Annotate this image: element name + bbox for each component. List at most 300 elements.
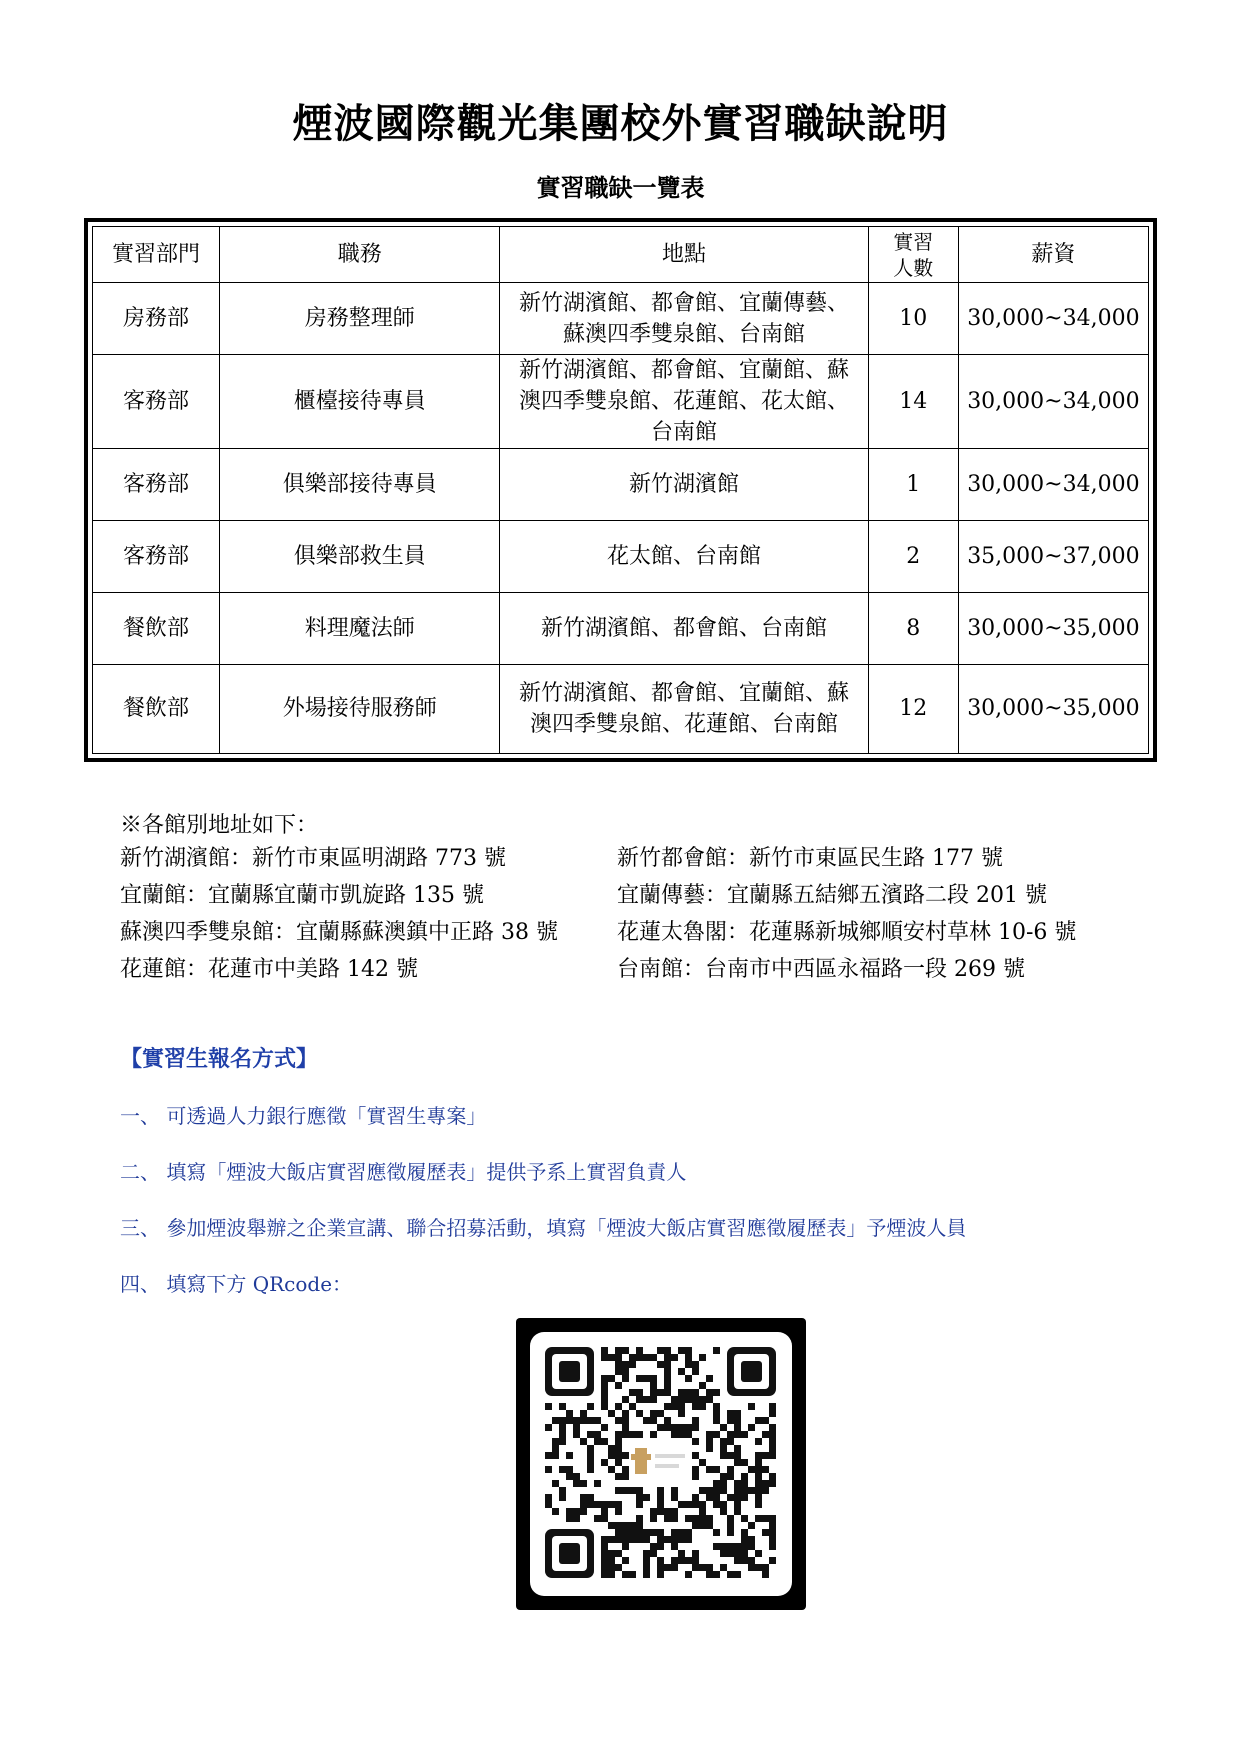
qr-module <box>580 1494 587 1501</box>
qr-module <box>566 1515 573 1522</box>
qr-module <box>566 1410 573 1417</box>
qr-module <box>741 1550 748 1557</box>
qr-module <box>706 1522 713 1529</box>
qr-module <box>699 1382 706 1389</box>
qr-module <box>671 1543 678 1550</box>
apply-step-2: 二、 填寫「煙波大飯店實習應徵履歷表」提供予系上實習負責人 <box>120 1160 687 1184</box>
qr-module <box>741 1543 748 1550</box>
qr-module <box>573 1417 580 1424</box>
qr-module <box>622 1368 629 1375</box>
header-dept: 實習部門 <box>93 227 220 283</box>
qr-module <box>762 1452 769 1459</box>
address-note: ※各館別地址如下： <box>120 813 319 838</box>
qr-module <box>629 1403 636 1410</box>
qr-module <box>622 1557 629 1564</box>
qr-module <box>762 1480 769 1487</box>
qr-module <box>706 1438 713 1445</box>
qr-module <box>664 1515 671 1522</box>
cell-job: 外場接待服務師 <box>220 665 500 754</box>
qr-module <box>622 1452 629 1459</box>
qr-module <box>720 1487 727 1494</box>
qr-module <box>769 1480 776 1487</box>
qr-module <box>615 1529 622 1536</box>
qr-module <box>580 1438 587 1445</box>
qr-module <box>615 1522 622 1529</box>
qr-module <box>692 1466 699 1473</box>
qr-module <box>755 1487 762 1494</box>
qr-module <box>678 1368 685 1375</box>
qr-module <box>629 1529 636 1536</box>
qr-module <box>615 1452 622 1459</box>
qr-module <box>615 1501 622 1508</box>
qr-module <box>734 1452 741 1459</box>
qr-module <box>664 1382 671 1389</box>
qr-module <box>615 1361 622 1368</box>
qr-module <box>643 1375 650 1382</box>
qr-module <box>573 1508 580 1515</box>
qr-module <box>748 1487 755 1494</box>
qr-module <box>762 1571 769 1578</box>
qr-module <box>657 1557 664 1564</box>
qr-module <box>629 1361 636 1368</box>
table-row <box>93 355 1149 449</box>
qr-code-body <box>530 1332 792 1596</box>
qr-module <box>692 1515 699 1522</box>
qr-module <box>657 1487 664 1494</box>
qr-module <box>727 1522 734 1529</box>
qr-module <box>580 1410 587 1417</box>
address-item: 台南館：台南市中西區永福路一段 269 號 <box>617 957 1025 982</box>
qr-module <box>755 1564 762 1571</box>
qr-module <box>650 1389 657 1396</box>
qr-module <box>587 1501 594 1508</box>
qr-module <box>629 1431 636 1438</box>
qr-module <box>608 1522 615 1529</box>
qr-module <box>657 1389 664 1396</box>
qr-module <box>685 1515 692 1522</box>
qr-module <box>727 1410 734 1417</box>
qr-module <box>650 1396 657 1403</box>
qr-logo-mark <box>635 1448 647 1474</box>
qr-module <box>727 1550 734 1557</box>
qr-module <box>762 1515 769 1522</box>
header-count-line2: 人數 <box>893 255 934 280</box>
qr-module <box>671 1557 678 1564</box>
cell-dept: 客務部 <box>93 449 220 521</box>
qr-module <box>692 1389 699 1396</box>
qr-module <box>559 1417 566 1424</box>
address-item: 蘇澳四季雙泉館：宜蘭縣蘇澳鎮中正路 38 號 <box>120 920 558 945</box>
qr-module <box>559 1494 566 1501</box>
qr-module <box>706 1571 713 1578</box>
qr-module <box>629 1536 636 1543</box>
cell-salary: 30,000~34,000 <box>958 355 1148 449</box>
qr-module <box>706 1487 713 1494</box>
qr-module <box>580 1501 587 1508</box>
qr-module <box>608 1564 615 1571</box>
qr-module <box>762 1466 769 1473</box>
qr-module <box>629 1522 636 1529</box>
qr-module <box>748 1536 755 1543</box>
qr-module <box>692 1564 699 1571</box>
qr-module <box>734 1557 741 1564</box>
qr-module <box>622 1487 629 1494</box>
qr-module <box>692 1522 699 1529</box>
qr-module <box>678 1347 685 1354</box>
qr-module <box>664 1347 671 1354</box>
qr-module <box>734 1480 741 1487</box>
cell-salary: 30,000~35,000 <box>958 665 1148 754</box>
qr-module <box>671 1396 678 1403</box>
qr-module <box>636 1431 643 1438</box>
qr-module <box>748 1403 755 1410</box>
qr-module <box>685 1361 692 1368</box>
qr-module <box>657 1564 664 1571</box>
qr-module <box>706 1515 713 1522</box>
qr-module <box>755 1459 762 1466</box>
qr-module <box>622 1571 629 1578</box>
qr-module <box>706 1396 713 1403</box>
qr-module <box>566 1473 573 1480</box>
qr-module <box>727 1431 734 1438</box>
qr-module <box>601 1438 608 1445</box>
qr-module <box>769 1403 776 1410</box>
qr-module <box>643 1529 650 1536</box>
qr-module <box>566 1466 573 1473</box>
qr-module <box>608 1354 615 1361</box>
qr-module <box>552 1417 559 1424</box>
qr-module <box>664 1354 671 1361</box>
qr-module <box>671 1564 678 1571</box>
address-item: 花蓮館：花蓮市中美路 142 號 <box>120 957 418 982</box>
qr-module <box>678 1396 685 1403</box>
qr-module <box>629 1389 636 1396</box>
qr-module <box>699 1501 706 1508</box>
qr-module <box>692 1473 699 1480</box>
qr-module <box>664 1536 671 1543</box>
qr-module <box>741 1459 748 1466</box>
qr-module <box>727 1438 734 1445</box>
qr-module <box>671 1431 678 1438</box>
qr-module <box>657 1501 664 1508</box>
qr-module <box>685 1424 692 1431</box>
qr-module <box>671 1354 678 1361</box>
qr-module <box>727 1473 734 1480</box>
qr-logo-text <box>655 1454 685 1458</box>
qr-module <box>664 1368 671 1375</box>
qr-module <box>657 1424 664 1431</box>
cell-location: 花太館、台南館 <box>500 521 868 593</box>
qr-module <box>748 1424 755 1431</box>
qr-module <box>608 1550 615 1557</box>
qr-module <box>587 1417 594 1424</box>
qr-module <box>566 1452 573 1459</box>
qr-module <box>622 1473 629 1480</box>
qr-module <box>734 1459 741 1466</box>
qr-module <box>650 1417 657 1424</box>
qr-module <box>720 1564 727 1571</box>
qr-module <box>741 1480 748 1487</box>
qr-module <box>713 1480 720 1487</box>
qr-finder-core <box>741 1361 762 1382</box>
cell-dept: 客務部 <box>93 521 220 593</box>
qr-module <box>615 1536 622 1543</box>
qr-module <box>671 1424 678 1431</box>
qr-module <box>587 1445 594 1452</box>
qr-module <box>720 1452 727 1459</box>
qr-module <box>755 1438 762 1445</box>
qr-module <box>545 1403 552 1410</box>
qr-code-icon[interactable] <box>516 1318 806 1610</box>
qr-module <box>580 1480 587 1487</box>
qr-module <box>734 1550 741 1557</box>
qr-module <box>755 1494 762 1501</box>
qr-module <box>692 1452 699 1459</box>
qr-module <box>692 1417 699 1424</box>
qr-module <box>685 1354 692 1361</box>
qr-module <box>552 1452 559 1459</box>
cell-count: 10 <box>868 283 958 355</box>
qr-module <box>685 1536 692 1543</box>
qr-module <box>692 1557 699 1564</box>
qr-module <box>601 1564 608 1571</box>
qr-module <box>650 1382 657 1389</box>
cell-count: 14 <box>868 355 958 449</box>
cell-salary: 35,000~37,000 <box>958 521 1148 593</box>
qr-module <box>664 1417 671 1424</box>
qr-module <box>685 1557 692 1564</box>
qr-module <box>713 1347 720 1354</box>
qr-module <box>664 1403 671 1410</box>
qr-module <box>587 1466 594 1473</box>
qr-module <box>615 1445 622 1452</box>
cell-job: 房務整理師 <box>220 283 500 355</box>
qr-module <box>601 1375 608 1382</box>
qr-module <box>566 1417 573 1424</box>
qr-module <box>636 1529 643 1536</box>
qr-module <box>608 1501 615 1508</box>
qr-module <box>678 1550 685 1557</box>
qr-module <box>573 1480 580 1487</box>
qr-module <box>594 1480 601 1487</box>
qr-module <box>748 1564 755 1571</box>
qr-module <box>615 1459 622 1466</box>
qr-module <box>720 1424 727 1431</box>
qr-module <box>755 1550 762 1557</box>
qr-module <box>636 1410 643 1417</box>
qr-module <box>587 1494 594 1501</box>
qr-module <box>769 1529 776 1536</box>
qr-module <box>755 1501 762 1508</box>
qr-module <box>699 1515 706 1522</box>
qr-module <box>622 1466 629 1473</box>
qr-module <box>671 1403 678 1410</box>
qr-module <box>734 1445 741 1452</box>
cell-count: 2 <box>868 521 958 593</box>
qr-module <box>671 1508 678 1515</box>
header-job: 職務 <box>220 227 500 283</box>
qr-module <box>699 1459 706 1466</box>
qr-module <box>664 1424 671 1431</box>
qr-module <box>678 1424 685 1431</box>
vacancy-table <box>92 226 1149 754</box>
qr-module <box>727 1417 734 1424</box>
qr-module <box>566 1508 573 1515</box>
qr-module <box>601 1515 608 1522</box>
apply-step-3: 三、 參加煙波舉辦之企業宣講、聯合招募活動，填寫「煙波大飯店實習應徵履歷表」予煙波人員 <box>120 1216 967 1240</box>
qr-module <box>657 1410 664 1417</box>
qr-module <box>608 1452 615 1459</box>
qr-module <box>650 1508 657 1515</box>
page-title: 煙波國際觀光集團校外實習職缺說明 <box>292 100 949 147</box>
qr-module <box>657 1494 664 1501</box>
cell-job: 俱樂部接待專員 <box>220 449 500 521</box>
qr-module <box>608 1557 615 1564</box>
qr-module <box>720 1480 727 1487</box>
qr-module <box>769 1431 776 1438</box>
cell-salary: 30,000~35,000 <box>958 593 1148 665</box>
qr-module <box>664 1508 671 1515</box>
qr-module <box>657 1529 664 1536</box>
qr-module <box>769 1438 776 1445</box>
qr-module <box>699 1403 706 1410</box>
qr-module <box>671 1494 678 1501</box>
qr-module <box>636 1487 643 1494</box>
qr-module <box>545 1494 552 1501</box>
qr-module <box>678 1431 685 1438</box>
qr-module <box>650 1543 657 1550</box>
qr-module <box>741 1473 748 1480</box>
qr-module <box>671 1529 678 1536</box>
qr-module <box>657 1347 664 1354</box>
qr-module <box>601 1389 608 1396</box>
qr-module <box>769 1515 776 1522</box>
qr-logo-text <box>655 1464 679 1468</box>
qr-module <box>636 1536 643 1543</box>
qr-module <box>608 1445 615 1452</box>
qr-module <box>762 1417 769 1424</box>
qr-module <box>622 1536 629 1543</box>
qr-module <box>650 1410 657 1417</box>
qr-module <box>622 1375 629 1382</box>
qr-module <box>643 1571 650 1578</box>
cell-job: 櫃檯接待專員 <box>220 355 500 449</box>
cell-dept: 餐飲部 <box>93 593 220 665</box>
header-count-line1: 實習 <box>893 229 934 254</box>
table-row <box>93 665 1149 754</box>
qr-module <box>608 1466 615 1473</box>
qr-module <box>713 1543 720 1550</box>
qr-module <box>643 1417 650 1424</box>
qr-module <box>706 1445 713 1452</box>
cell-count: 12 <box>868 665 958 754</box>
qr-module <box>580 1508 587 1515</box>
qr-module <box>622 1396 629 1403</box>
qr-module <box>741 1494 748 1501</box>
qr-module <box>713 1501 720 1508</box>
cell-salary: 30,000~34,000 <box>958 449 1148 521</box>
qr-module <box>608 1375 615 1382</box>
qr-module <box>636 1396 643 1403</box>
qr-module <box>692 1424 699 1431</box>
qr-module <box>629 1354 636 1361</box>
qr-module <box>755 1480 762 1487</box>
cell-job: 料理魔法師 <box>220 593 500 665</box>
table-row <box>93 521 1149 593</box>
qr-module <box>692 1438 699 1445</box>
qr-module <box>650 1529 657 1536</box>
address-item: 新竹湖濱館：新竹市東區明湖路 773 號 <box>120 846 506 871</box>
qr-module <box>622 1410 629 1417</box>
qr-module <box>622 1431 629 1438</box>
address-item: 宜蘭館：宜蘭縣宜蘭市凱旋路 135 號 <box>120 883 484 908</box>
qr-module <box>573 1515 580 1522</box>
qr-module <box>727 1466 734 1473</box>
qr-module <box>685 1389 692 1396</box>
qr-module <box>713 1571 720 1578</box>
qr-module <box>713 1529 720 1536</box>
qr-module <box>678 1403 685 1410</box>
qr-module <box>678 1501 685 1508</box>
qr-module <box>650 1550 657 1557</box>
qr-module <box>706 1389 713 1396</box>
qr-module <box>573 1431 580 1438</box>
qr-module <box>762 1431 769 1438</box>
qr-module <box>685 1529 692 1536</box>
qr-module <box>615 1368 622 1375</box>
qr-module <box>622 1424 629 1431</box>
qr-module <box>601 1557 608 1564</box>
qr-module <box>734 1487 741 1494</box>
qr-module <box>615 1354 622 1361</box>
table-header-row <box>93 227 1149 283</box>
qr-module <box>692 1403 699 1410</box>
cell-location: 新竹湖濱館、都會館、宜蘭傳藝、蘇澳四季雙泉館、台南館 <box>500 283 868 355</box>
qr-module <box>769 1452 776 1459</box>
qr-module <box>706 1466 713 1473</box>
header-count <box>868 227 958 283</box>
qr-module <box>615 1403 622 1410</box>
qr-module <box>650 1354 657 1361</box>
qr-module <box>748 1543 755 1550</box>
qr-module <box>685 1396 692 1403</box>
cell-count: 1 <box>868 449 958 521</box>
qr-module <box>573 1473 580 1480</box>
qr-module <box>552 1438 559 1445</box>
qr-module <box>671 1536 678 1543</box>
qr-module <box>573 1424 580 1431</box>
qr-module <box>657 1508 664 1515</box>
qr-module <box>741 1431 748 1438</box>
qr-module <box>643 1557 650 1564</box>
qr-module <box>636 1347 643 1354</box>
cell-location: 新竹湖濱館、都會館、宜蘭館、蘇澳四季雙泉館、花蓮館、台南館 <box>500 665 868 754</box>
qr-module <box>685 1431 692 1438</box>
qr-module <box>636 1375 643 1382</box>
qr-module <box>587 1431 594 1438</box>
qr-module <box>559 1438 566 1445</box>
qr-module <box>720 1543 727 1550</box>
qr-module <box>601 1536 608 1543</box>
qr-module <box>587 1459 594 1466</box>
qr-module <box>657 1536 664 1543</box>
qr-module <box>601 1347 608 1354</box>
qr-module <box>692 1368 699 1375</box>
qr-module <box>559 1431 566 1438</box>
qr-module <box>762 1529 769 1536</box>
qr-module <box>608 1536 615 1543</box>
table-title: 實習職缺一覽表 <box>536 173 705 202</box>
